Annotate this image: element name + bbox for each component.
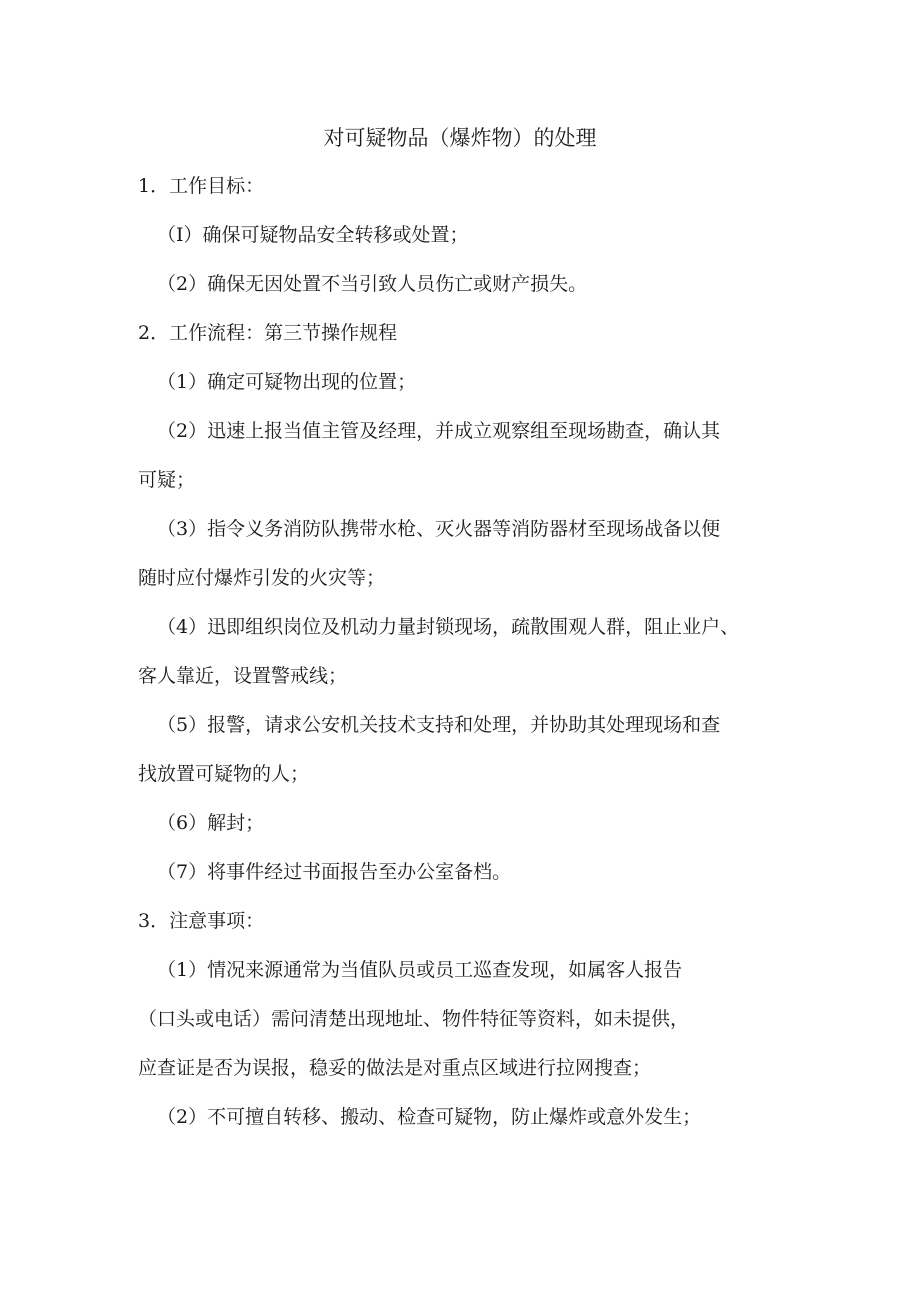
list-item xyxy=(138,953,788,1085)
list-item xyxy=(138,512,788,595)
text-line: （1）确定可疑物出现的位置； xyxy=(157,371,417,393)
text-line: （I）确保可疑物品安全转移或处置； xyxy=(157,224,469,246)
text-line: （4）迅即组织岗位及机动力量封锁现场，疏散围观人群，阻止业户、 xyxy=(157,616,740,638)
text-line: （2）不可擅自转移、搬动、检查可疑物，防止爆炸或意外发生； xyxy=(157,1106,702,1128)
section-heading xyxy=(138,316,788,350)
section-heading xyxy=(138,169,788,203)
document-title: 对可疑物品（爆炸物）的处理 xyxy=(323,126,597,150)
text-line: 1．工作目标： xyxy=(138,175,265,197)
text-line: 找放置可疑物的人； xyxy=(138,763,310,785)
document-body xyxy=(138,169,788,1149)
text-line: （2）确保无因处置不当引致人员伤亡或财产损失。 xyxy=(157,273,588,295)
text-line: 应查证是否为误报，稳妥的做法是对重点区域进行拉网搜查； xyxy=(138,1057,652,1079)
list-item xyxy=(138,806,788,840)
list-item xyxy=(138,267,788,301)
list-item xyxy=(138,708,788,791)
text-line: 随时应付爆炸引发的火灾等； xyxy=(138,567,386,589)
list-item xyxy=(138,610,788,693)
text-line: 可疑； xyxy=(138,469,196,491)
text-line: 3．注意事项： xyxy=(138,910,265,932)
list-item xyxy=(138,365,788,399)
text-line: 客人靠近，设置警戒线； xyxy=(138,665,348,687)
text-line: （5）报警，请求公安机关技术支持和处理，并协助其处理现场和查 xyxy=(157,714,721,736)
text-line: 2．工作流程：第三节操作规程 xyxy=(138,322,398,344)
text-line: （7）将事件经过书面报告至办公室备档。 xyxy=(157,861,512,883)
text-line: （口头或电话）需问清楚出现地址、物件特征等资料，如未提供， xyxy=(138,1008,690,1030)
text-line: （2）迅速上报当值主管及经理，并成立观察组至现场勘查，确认其 xyxy=(157,420,721,442)
list-item xyxy=(138,414,788,497)
list-item xyxy=(138,1100,788,1134)
list-item xyxy=(138,855,788,889)
section-heading xyxy=(138,904,788,938)
list-item xyxy=(138,218,788,252)
text-line: （6）解封； xyxy=(157,812,265,834)
text-line: （3）指令义务消防队携带水枪、灭火器等消防器材至现场战备以便 xyxy=(157,518,721,540)
text-line: （1）情况来源通常为当值队员或员工巡查发现，如属客人报告 xyxy=(157,959,683,981)
